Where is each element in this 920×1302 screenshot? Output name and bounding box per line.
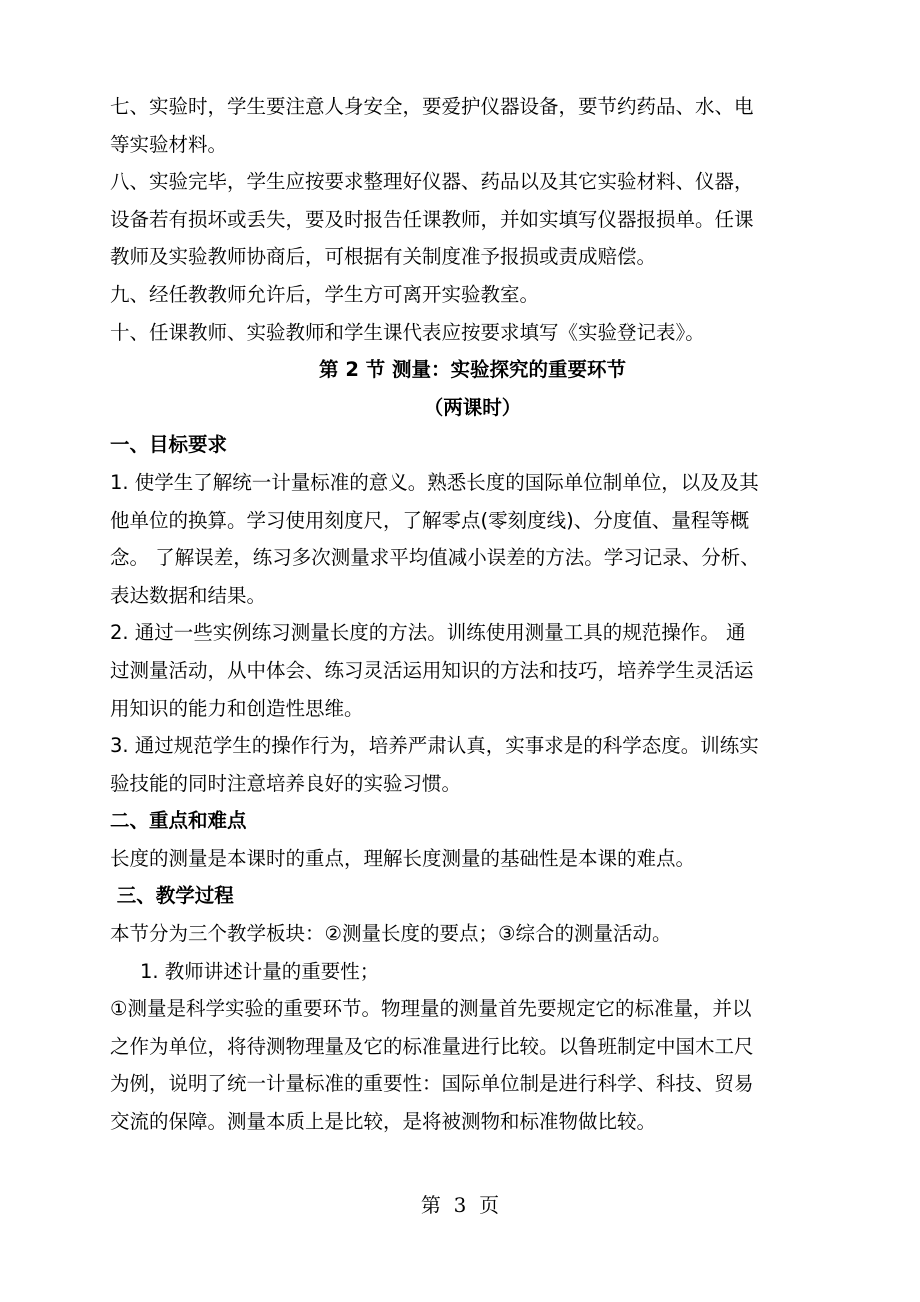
focus-heading: 二、重点和难点 xyxy=(110,809,247,833)
section-title: 第 2 节 测量：实验探究的重要环节 xyxy=(319,358,626,382)
page-number: 第 3 页 xyxy=(420,1193,500,1217)
text-line: 1. 使学生了解统一计量标准的意义。熟悉长度的国际单位制单位，以及及其 xyxy=(110,470,759,494)
rule-item-9: 九、经任教教师允许后，学生方可离开实验教室。 xyxy=(110,282,540,306)
text-line: 为例，说明了统一计量标准的重要性：国际单位制是进行科学、科技、贸易 xyxy=(110,1072,754,1096)
text-line: 2. 通过一些实例练习测量长度的方法。训练使用测量工具的规范操作。 通 xyxy=(110,621,746,645)
process-step-1: 1. 教师讲述计量的重要性； xyxy=(140,959,380,983)
text-line: 七、实验时，学生要注意人身安全，要爱护仪器设备，要节约药品、水、电 xyxy=(110,95,754,118)
rule-item-10: 十、任课教师、实验教师和学生课代表应按要求填写《实验登记表》。 xyxy=(110,320,705,344)
text-line: ①测量是科学实验的重要环节。物理量的测量首先要规定它的标准量，并以 xyxy=(110,997,752,1021)
goal-item-3 xyxy=(110,727,835,802)
text-line: 之作为单位，将待测物理量及它的标准量进行比较。以鲁班制定中国木工尺 xyxy=(110,1034,754,1058)
text-line: 验技能的同时注意培养良好的实验习惯。 xyxy=(110,771,462,795)
section-subtitle: （两课时） xyxy=(423,395,522,419)
text-line: 3. 通过规范学生的操作行为，培养严肃认真，实事求是的科学态度。训练实 xyxy=(110,734,759,758)
text-line: 设备若有损坏或丢失，要及时报告任课教师，并如实填写仪器报损单。任课 xyxy=(110,207,754,231)
rule-item-7 xyxy=(110,88,835,163)
text-line: 表达数据和结果。 xyxy=(110,583,267,607)
text-line: 八、实验完毕，学生应按要求整理好仪器、药品以及其它实验材料、仪器， xyxy=(110,170,754,194)
text-line: 等实验材料。 xyxy=(110,132,228,156)
rule-item-8 xyxy=(110,163,835,276)
focus-text: 长度的测量是本课时的重点，理解长度测量的基础性是本课的难点。 xyxy=(110,846,696,870)
goal-item-2 xyxy=(110,614,835,727)
process-intro: 本节分为三个教学板块：②测量长度的要点；③综合的测量活动。 xyxy=(110,922,672,946)
document-page xyxy=(110,88,835,1141)
text-line: 他单位的换算。学习使用刻度尺，了解零点(零刻度线)、分度值、量程等概 xyxy=(110,508,750,532)
process-paragraph xyxy=(110,990,835,1140)
text-line: 用知识的能力和创造性思维。 xyxy=(110,696,364,720)
process-heading: 三、教学过程 xyxy=(110,884,234,908)
text-line: 念。 了解误差，练习多次测量求平均值减小误差的方法。学习记录、分析、 xyxy=(110,546,760,570)
goal-item-1 xyxy=(110,464,835,614)
goals-heading: 一、目标要求 xyxy=(110,433,228,457)
text-line: 过测量活动，从中体会、练习灵活运用知识的方法和技巧，培养学生灵活运 xyxy=(110,658,754,682)
text-line: 交流的保障。测量本质上是比较，是将被测物和标准物做比较。 xyxy=(110,1110,657,1134)
text-line: 教师及实验教师协商后，可根据有关制度准予报损或责成赔偿。 xyxy=(110,245,657,269)
